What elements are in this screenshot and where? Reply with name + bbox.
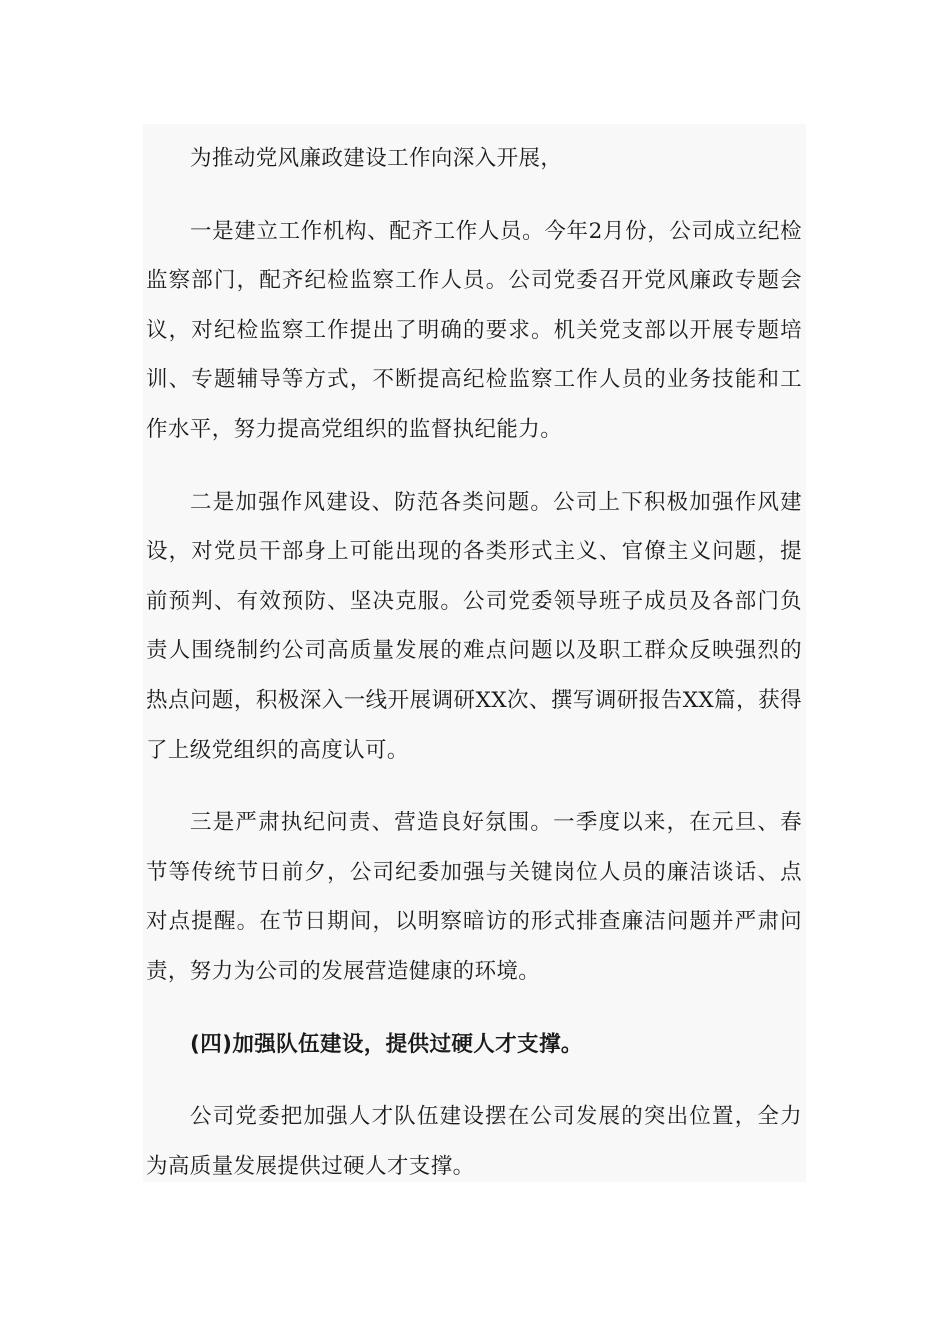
paragraph-point-one: 一是建立工作机构、配齐工作人员。今年2月份，公司成立纪检监察部门，配齐纪检监察工作人员。公司党委召开党风廉政专题会议，对纪检监察工作提出了明确的要求。机关党支部以开展专题培训、专题辅导等方式，不断提高纪检监察工作人员的业务技能和工作水平，努力提高党组织的监督执纪能力。 xyxy=(146,218,802,442)
paragraph-section-body: 公司党委把加强人才队伍建设摆在公司发展的突出位置，全力为高质量发展提供过硬人才支撑。 xyxy=(146,1104,802,1179)
document-body xyxy=(143,124,806,1182)
paragraph-point-three: 三是严肃执纪问责、营造良好氛围。一季度以来，在元旦、春节等传统节日前夕，公司纪委加强与关键岗位人员的廉洁谈话、点对点提醒。在节日期间，以明察暗访的形式排查廉洁问题并严肃问责，努力为公司的发展营造健康的环境。 xyxy=(146,810,802,984)
paragraph-intro: 为推动党风廉政建设工作向深入开展， xyxy=(190,146,563,171)
section-heading: (四)加强队伍建设，提供过硬人才支撑。 xyxy=(190,1031,583,1057)
paragraph-point-two: 二是加强作风建设、防范各类问题。公司上下积极加强作风建设，对党员干部身上可能出现的各类形式主义、官僚主义问题，提前预判、有效预防、坚决克服。公司党委领导班子成员及各部门负责人围绕制约公司高质量发展的难点问题以及职工群众反映强烈的热点问题，积极深入一线开展调研XX次、撰写调研报告XX篇，获得了上级党组织的高度认可。 xyxy=(146,489,802,763)
